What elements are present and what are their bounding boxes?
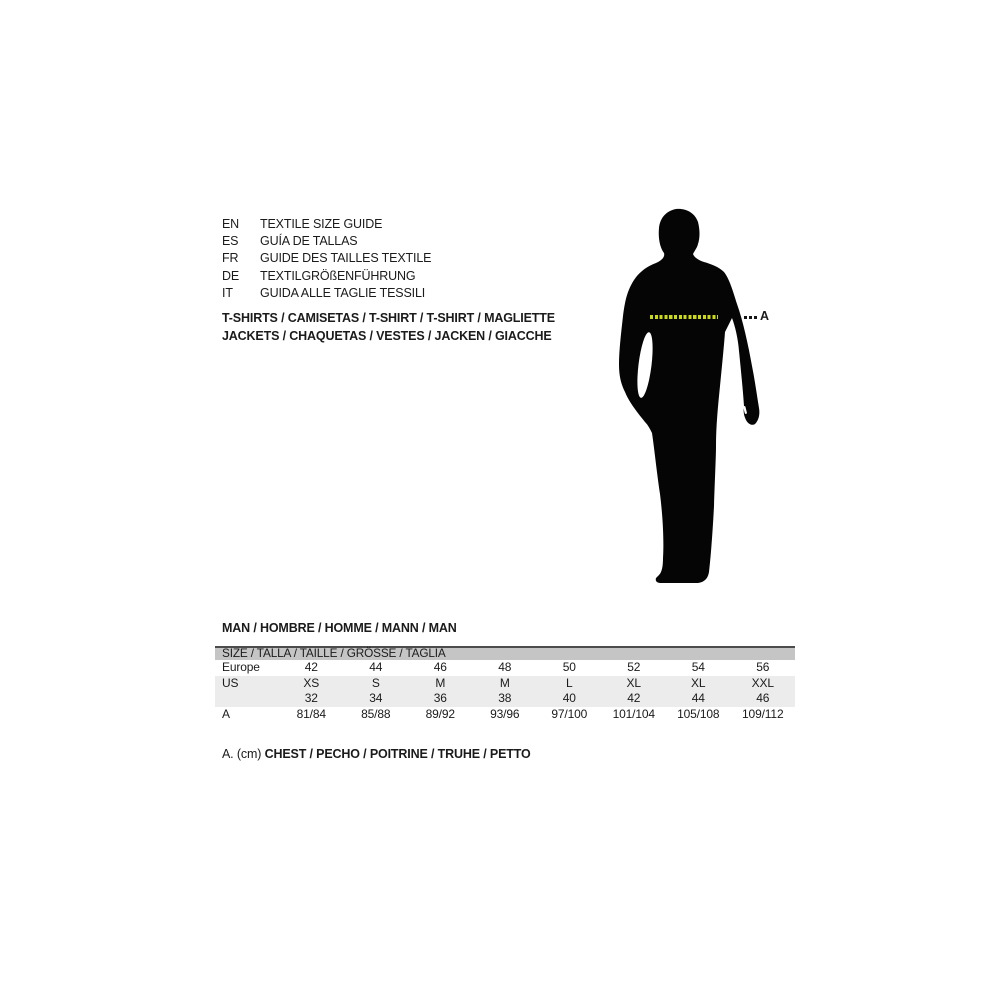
table-cell: 81/84 [296,707,326,722]
language-code: IT [222,285,233,300]
table-cell: 38 [498,691,512,706]
table-section-title: MAN / HOMBRE / HOMME / MANN / MAN [222,621,457,635]
table-cell: 44 [691,691,705,706]
table-cell: 52 [627,660,641,674]
size-table-header: SIZE / TALLA / TAILLE / GRÖSSE / TAGLIA [215,646,795,660]
language-code: EN [222,217,240,231]
row-label: Europe [222,660,260,674]
table-cell: 44 [369,660,383,674]
table-cell: 56 [756,660,770,674]
category-line-jackets: JACKETS / CHAQUETAS / VESTES / JACKEN / GIACCHE [222,328,552,343]
table-cell: 42 [627,691,641,706]
table-cell: 50 [562,660,576,674]
table-cell: XS [303,675,320,690]
language-code: FR [222,251,239,266]
row-label: A [222,707,230,722]
size-table [215,646,795,723]
row-label: US [222,675,239,690]
footnote-text: CHEST / PECHO / POITRINE / TRUHE / PETTO [264,747,531,761]
language-code: DE [222,268,240,283]
table-cell: 46 [756,691,770,706]
table-cell: 36 [433,691,447,706]
guide-title: GUÍA DE TALLAS [260,234,358,249]
table-cell: 85/88 [361,707,391,722]
measurement-footnote [222,747,531,761]
table-cell: 32 [304,691,318,706]
table-row-europe [215,660,795,676]
table-cell: M [435,675,446,690]
table-cell: S [371,675,380,690]
guide-title: TEXTILE SIZE GUIDE [260,217,383,231]
table-cell: 46 [433,660,447,674]
table-cell: 34 [369,691,383,706]
measure-leader-dashes [744,316,758,319]
product-category-lines [222,310,555,345]
table-row-us [215,676,795,692]
guide-title: GUIDE DES TAILLES TEXTILE [260,251,432,266]
hand-gap-highlight [743,406,747,414]
arm-gap-highlight [635,331,656,398]
table-cell: 48 [498,660,512,674]
table-cell: 109/112 [742,707,784,722]
table-cell: 42 [304,660,318,674]
table-cell: 93/96 [490,707,520,722]
table-cell: 97/100 [551,707,588,722]
language-row [222,268,431,285]
category-line-tshirts: T-SHIRTS / CAMISETAS / T-SHIRT / T-SHIRT / MAGLIETTE [222,311,555,325]
table-cell: M [499,675,510,690]
language-code: ES [222,234,239,249]
chest-measure-dashed-line [650,315,718,319]
guide-title: GUIDA ALLE TAGLIE TESSILI [260,285,426,300]
table-cell: XXL [751,675,774,690]
language-row [222,233,431,250]
table-cell: XL [691,675,706,690]
table-cell: XL [626,675,641,690]
language-row [222,285,431,302]
table-cell: L [565,675,573,690]
table-cell: 101/104 [612,707,655,722]
guide-title: TEXTILGRÖßENFÜHRUNG [260,268,416,283]
row-label [215,691,279,707]
measure-label-a: A [760,309,770,323]
table-cell: 89/92 [425,707,455,722]
table-cell: 40 [562,691,576,706]
language-row [222,216,431,233]
table-cell: 105/108 [677,707,720,722]
language-list [222,216,431,302]
footnote-prefix: A. (cm) [222,747,262,761]
man-silhouette [612,206,772,591]
language-row [222,250,431,267]
table-row-numeric [215,691,795,707]
table-cell: 54 [691,660,705,674]
table-row-chest-cm [215,707,795,723]
